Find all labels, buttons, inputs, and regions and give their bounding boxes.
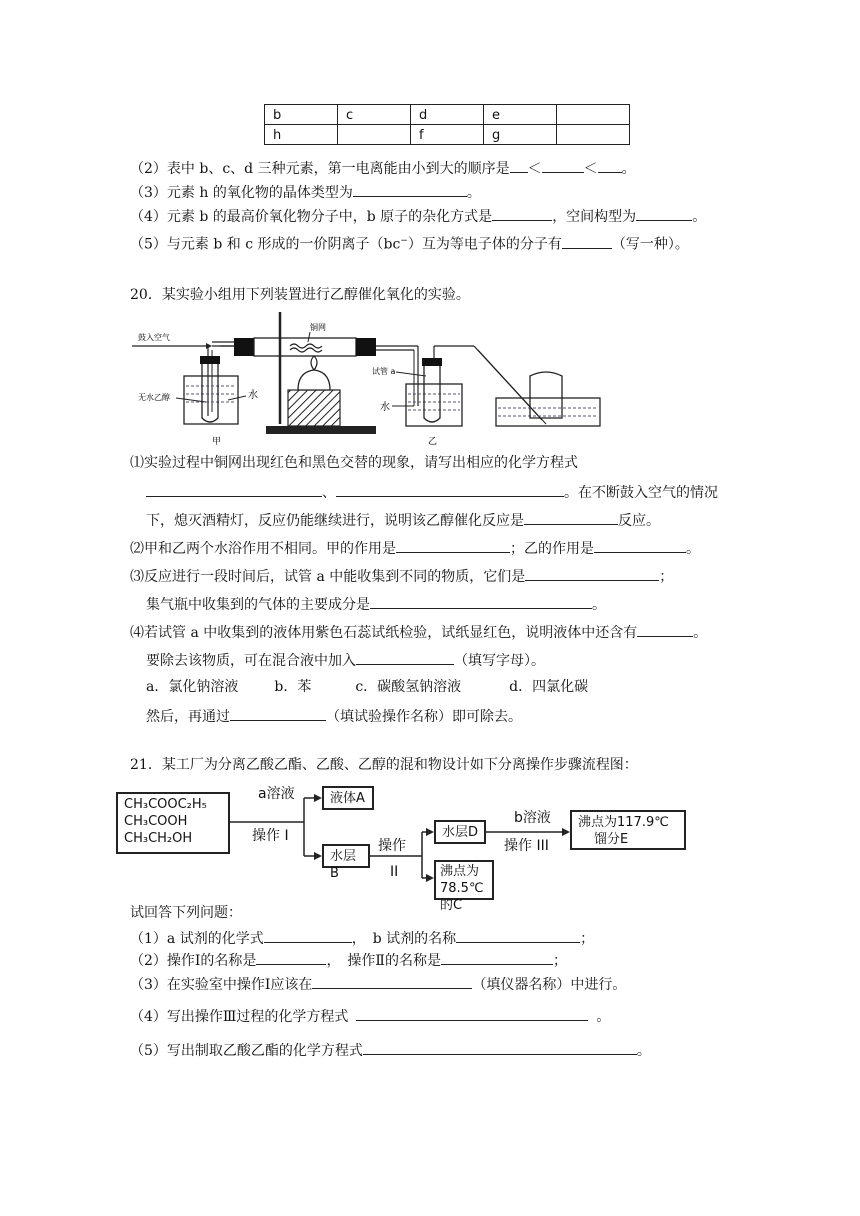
fraction-e-text: 沸点为117.9℃: [578, 815, 669, 830]
alcohol-lamp: [298, 370, 330, 390]
b-solution-label: b溶液: [514, 810, 551, 826]
answer-blank[interactable]: [637, 622, 693, 637]
answer-blank[interactable]: [363, 1040, 637, 1055]
q19-text: ，空间构型为: [552, 209, 637, 225]
table-cell: [557, 105, 630, 125]
q21-text: （1）a 试剂的化学式: [130, 931, 264, 947]
q20-p4b: [146, 650, 545, 670]
q21-a4: [130, 1006, 610, 1026]
ethyl-acetate-formula: CH₃COOC₂H₅: [124, 797, 207, 812]
table-row: [265, 105, 630, 125]
q20-text: （填试验操作名称）即可除去。: [326, 709, 522, 725]
anhydrous-ethanol-label: 无水乙醇: [138, 393, 170, 402]
arrow-head-icon: [314, 852, 322, 860]
q19-line-5: [130, 232, 689, 254]
q19-text: （3）元素 h 的氧化物的晶体类型为: [130, 185, 353, 201]
less-than-sign: ＜: [527, 161, 542, 177]
q21-a1: [130, 928, 594, 948]
q21-a3: [130, 974, 626, 994]
answer-blank[interactable]: [370, 594, 592, 609]
q21-text: ；: [580, 931, 595, 947]
q21-text: （5）写出制取乙酸乙酯的化学方程式: [130, 1043, 363, 1059]
fraction-e-box: [570, 810, 686, 850]
fraction-c-text: 78.5℃的C: [440, 881, 484, 913]
test-tube-a-label: 试管 a: [372, 367, 396, 376]
q21-text: 。: [636, 1043, 651, 1059]
answer-blank[interactable]: [636, 206, 692, 221]
table-cell: h: [265, 125, 338, 145]
q19-text: （2）表中 b、c、d 三种元素，第一电离能由小到大的顺序是: [130, 161, 510, 177]
operation-2-label: 操作: [378, 838, 406, 854]
answer-blank[interactable]: [594, 538, 686, 553]
stand-base: [266, 426, 376, 434]
q21-text: ， b 试剂的名称: [351, 931, 457, 947]
option-c: c．碳酸氢钠溶液: [355, 679, 462, 695]
q20-text: 。: [693, 625, 708, 641]
q21-text: 。: [596, 1009, 611, 1025]
answer-blank[interactable]: [264, 928, 352, 943]
q20-options: [146, 678, 588, 696]
fraction-c-box: [434, 860, 494, 913]
q20-text: ；: [659, 569, 674, 585]
answer-blank[interactable]: [230, 706, 326, 721]
q20-text: 下，熄灭酒精灯，反应仍能继续进行，说明该乙醇催化反应是: [146, 513, 524, 529]
lamp-block: [288, 390, 340, 426]
q21-text: （4）写出操作Ⅲ过程的化学方程式: [130, 1009, 349, 1025]
water-label-right: 水: [380, 402, 390, 413]
flame-icon: [311, 356, 317, 370]
answer-blank[interactable]: [510, 158, 528, 173]
q19-text: 。: [621, 161, 636, 177]
table-cell: c: [338, 105, 411, 125]
q20-text: ⑵甲和乙两个水浴作用不相同。甲的作用是: [130, 541, 396, 557]
arrow-head-icon: [314, 794, 322, 802]
table-cell: [557, 125, 630, 145]
ethanol-oxidation-apparatus: [128, 306, 608, 448]
answer-blank[interactable]: [542, 158, 584, 173]
q20-text: ⑶反应进行一段时间后，试管 a 中能收集到不同的物质，它们是: [130, 569, 526, 585]
arrow-head-icon: [562, 828, 570, 836]
answer-blank[interactable]: [562, 234, 612, 249]
table-cell: e: [484, 105, 557, 125]
arrow-head-icon: [426, 874, 434, 882]
q20-text: （填写字母）。: [454, 653, 545, 669]
q21-text: ， 操作Ⅱ的名称是: [326, 953, 441, 969]
answer-blank[interactable]: [256, 950, 326, 965]
option-a: a．氯化钠溶液: [146, 679, 239, 695]
q21-text: ；: [552, 953, 567, 969]
table-cell: [338, 125, 411, 145]
q19-text: （写一种）。: [611, 236, 689, 253]
less-than-sign: ＜: [583, 161, 598, 177]
q20-text: 。: [686, 541, 700, 557]
q21-a5: [130, 1040, 651, 1060]
q21-title: 21．某工厂为分离乙酸乙酯、乙酸、乙醇的混和物设计如下分离操作步骤流程图：: [130, 757, 638, 773]
q20-text: ⑷若试管 a 中收集到的液体用紫色石蕊试纸检验，试纸显红色，说明液体中还含有: [130, 625, 638, 641]
q20-p1a: ⑴实验过程中铜网出现红色和黑色交替的现象，请写出相应的化学方程式: [130, 455, 578, 471]
liquid-a-box: 液体A: [322, 786, 374, 810]
answer-blank[interactable]: [525, 566, 659, 581]
water-label-left: 水: [248, 390, 258, 401]
table-cell: b: [265, 105, 338, 125]
fraction-e-text: 馏分E: [594, 832, 629, 847]
q19-text: 。: [466, 185, 481, 201]
answer-blank[interactable]: [598, 158, 622, 173]
q21-a2: [130, 950, 567, 970]
q20-text: 、: [322, 485, 336, 501]
answer-blank[interactable]: [396, 538, 510, 553]
copper-mesh-label: 铜网: [310, 323, 326, 332]
q19-line-3: [130, 182, 481, 202]
q20-text: 要除去该物质，可在混合液中加入: [146, 653, 356, 669]
q19-text: （5）与元素 b 和 c 形成的一价阴离子（bc: [130, 236, 401, 253]
acetic-acid-formula: CH₃COOH: [124, 814, 188, 829]
answer-blank[interactable]: [353, 182, 467, 197]
table-cell: f: [411, 125, 484, 145]
q19-text: 。: [692, 209, 707, 225]
q20-p2: [130, 538, 700, 558]
q20-p1b: [146, 482, 718, 502]
operation-1-label: 操作 I: [252, 828, 289, 844]
answer-blank[interactable]: [356, 650, 454, 665]
table-cell: d: [411, 105, 484, 125]
q21-text: （2）操作Ⅰ的名称是: [130, 953, 257, 969]
copper-mesh: [290, 344, 322, 348]
left-stopper: [234, 338, 254, 356]
q19-line-2: [130, 158, 636, 178]
jia-label: 甲: [212, 437, 222, 447]
ethanol-formula: CH₃CH₂OH: [124, 831, 193, 846]
option-b: b．苯: [274, 679, 312, 695]
mixture-box: [116, 792, 230, 854]
q19-text: （4）元素 b 的最高价氧化物分子中，b 原子的杂化方式是: [130, 209, 493, 225]
a-solution-label: a溶液: [258, 786, 295, 802]
q20-p4a: [130, 622, 707, 642]
q19-line-4: [130, 206, 706, 226]
answer-blank[interactable]: [492, 206, 552, 221]
operation-3-label: 操作 III: [504, 838, 549, 854]
answer-blank[interactable]: [456, 928, 580, 943]
ethanol-test-tube: [202, 362, 218, 422]
q20-title: 20．某实验小组用下列装置进行乙醇催化氧化的实验。: [130, 287, 470, 303]
q21-text: （填仪器名称）中进行。: [472, 977, 627, 993]
answer-blank[interactable]: [336, 482, 564, 497]
answer-blank[interactable]: [524, 510, 618, 525]
q20-p3b: [146, 594, 606, 614]
q20-text: 集气瓶中收集到的气体的主要成分是: [146, 597, 370, 613]
q20-text: ；乙的作用是: [510, 541, 594, 557]
q20-p3a: [130, 566, 673, 586]
answer-blank[interactable]: [312, 974, 472, 989]
option-d: d．四氯化碳: [509, 679, 589, 695]
q19-text: ）互为等电子体的分子有: [407, 236, 562, 253]
water-layer-d-box: 水层D: [434, 820, 486, 844]
water-layer-b-box: 水层B: [322, 844, 370, 868]
answer-blank[interactable]: [356, 1006, 588, 1021]
arrow-head-icon: [206, 343, 212, 349]
air-in-label: 鼓入空气: [138, 333, 170, 342]
water-trough: [496, 398, 600, 426]
q21-intro: 试回答下列问题：: [130, 905, 242, 921]
q20-p1c: [146, 510, 660, 530]
operation-2-numeral: II: [390, 864, 399, 880]
test-tube-a: [424, 364, 440, 422]
answer-blank[interactable]: [146, 482, 322, 497]
q20-text: 反应。: [618, 513, 660, 529]
element-table: [264, 104, 630, 145]
answer-blank[interactable]: [441, 950, 553, 965]
yi-label: 乙: [428, 437, 438, 447]
superscript-minus: −: [400, 236, 408, 246]
right-stopper: [356, 338, 376, 356]
q20-text: 。在不断鼓入空气的情况: [564, 485, 718, 501]
q21-text: （3）在实验室中操作Ⅰ应该在: [130, 977, 313, 993]
fraction-c-text: 沸点为: [440, 864, 480, 879]
table-cell: g: [484, 125, 557, 145]
q20-text: 。: [592, 597, 606, 613]
q20-p4c: [146, 706, 522, 726]
table-row: [265, 125, 630, 145]
q20-text: 然后，再通过: [146, 709, 230, 725]
arrow-head-icon: [426, 828, 434, 836]
